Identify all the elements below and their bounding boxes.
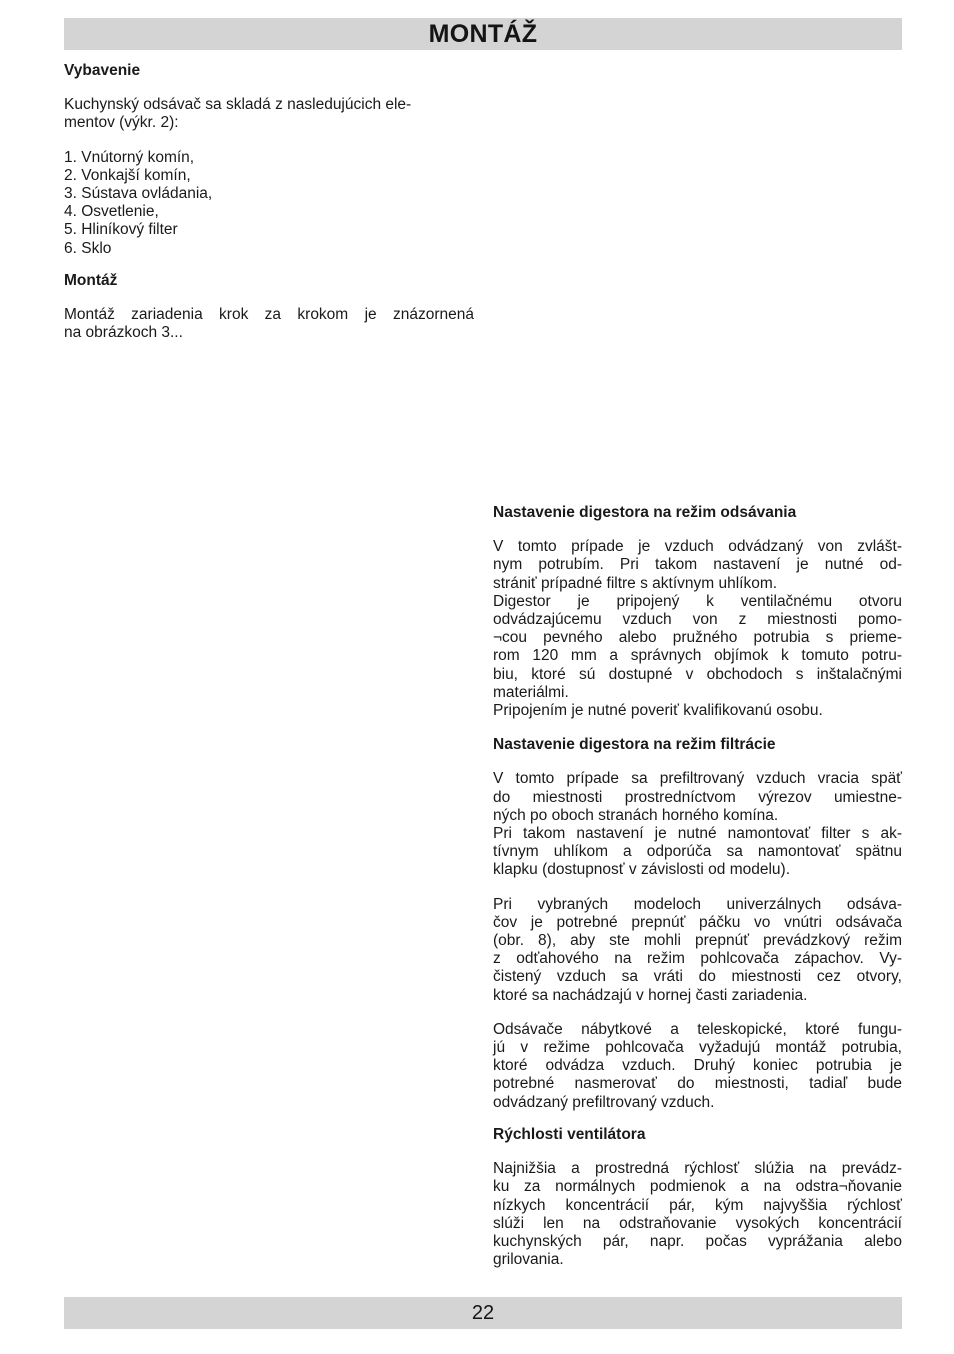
equipment-list-item: 2. Vonkajší komín,: [64, 166, 191, 184]
text-line: klapku (dostupnosť v závislosti od modelu).: [493, 861, 791, 879]
text-line: nym potrubím. Pri takom nastavení je nutné od-: [493, 556, 902, 574]
text-line: do miestnosti prostredníctvom výrezov umiestne-: [493, 788, 902, 806]
page-number: 22: [471, 1302, 495, 1324]
text-line: ktoré sa nachádzajú v hornej časti zariadenia.: [493, 986, 808, 1004]
equipment-heading: Vybavenie: [64, 62, 141, 79]
text-line: kuchynských pár, napr. počas vyprážania alebo: [493, 1232, 902, 1250]
assembly-text-line: Montáž zariadenia krok za krokom je znázornená: [64, 306, 474, 324]
page-footer-bar: [64, 1297, 902, 1329]
equipment-intro-line: Kuchynský odsávač sa skladá z nasledujúcich ele-: [64, 96, 412, 114]
text-line: (obr. 8), aby ste mohli prepnúť prevádzkový režim: [493, 932, 902, 950]
text-line: ¬cou pevného alebo pružného potrubia s prieme-: [493, 629, 902, 647]
equipment-intro: [64, 96, 474, 132]
filtration-mode-text: [493, 770, 902, 879]
text-line: V tomto prípade sa prefiltrovaný vzduch vracia späť: [493, 770, 902, 788]
page-header-bar: [64, 18, 902, 50]
text-line: biu, ktoré sú dostupné v obchodoch s inštalačnými: [493, 665, 902, 683]
extraction-mode-text: [493, 538, 902, 720]
equipment-list-item: 3. Sústava ovládania,: [64, 185, 213, 203]
text-line: ku za normálnych podmienok a na odstra¬ňovanie: [493, 1178, 902, 1196]
text-line: materiálmi.: [493, 683, 569, 701]
fan-speed-text: [493, 1160, 902, 1269]
text-line: Pri takom nastavení je nutné namontovať filter s ak-: [493, 825, 902, 843]
equipment-list-item: 4. Osvetlenie,: [64, 203, 159, 221]
text-line: Odsávače nábytkové a teleskopické, ktoré fungu-: [493, 1020, 902, 1038]
text-line: odvádzajúcemu vzduch von z miestnosti pomo-: [493, 611, 902, 629]
text-line: strániť prípadné filtre s aktívnym uhlíkom.: [493, 574, 778, 592]
text-line: Najnižšia a prostredná rýchlosť slúžia na prevádz-: [493, 1160, 902, 1178]
text-line: jú v režime pohlcovača vyžadujú montáž potrubia,: [493, 1039, 902, 1057]
text-line: čistený vzduch sa vráti do miestnosti cez otvory,: [493, 968, 902, 986]
extraction-mode-heading: Nastavenie digestora na režim odsávania: [493, 504, 797, 521]
text-line: tívnym uhlíkom a odporúča sa namontovať spätnu: [493, 843, 902, 861]
fan-speed-heading: Rýchlosti ventilátora: [493, 1125, 646, 1143]
filtration-mode-heading: Nastavenie digestora na režim filtrácie: [493, 736, 776, 754]
text-line: ných po oboch stranách horného komína.: [493, 806, 779, 824]
equipment-list: [64, 149, 474, 258]
page-title: MONTÁŽ: [428, 20, 538, 48]
text-line: Pripojením je nutné poveriť kvalifikovanú osobu.: [493, 702, 823, 720]
right-column: [493, 504, 902, 1269]
text-line: slúži len na odstraňovanie vysokých koncentrácií: [493, 1214, 902, 1232]
text-line: Digestor je pripojený k ventilačnému otvoru: [493, 592, 902, 610]
assembly-heading: Montáž: [64, 271, 118, 289]
equipment-intro-line: mentov (výkr. 2):: [64, 114, 179, 132]
text-line: V tomto prípade je vzduch odvádzaný von zvlášt-: [493, 538, 902, 556]
equipment-list-item: 5. Hliníkový filter: [64, 221, 178, 239]
text-line: odvádzaný prefiltrovaný vzduch.: [493, 1093, 715, 1111]
text-line: Pri vybraných modeloch univerzálnych odsáva-: [493, 895, 902, 913]
assembly-text: [64, 306, 474, 342]
text-line: ktoré odvádza vzduch. Druhý koniec potrubia je: [493, 1057, 902, 1075]
left-column: [64, 62, 474, 342]
equipment-list-item: 1. Vnútorný komín,: [64, 148, 195, 166]
assembly-text-line: na obrázkoch 3...: [64, 324, 183, 342]
text-line: z odťahového na režim pohlcovača zápachov. Vy-: [493, 950, 902, 968]
filtration-mode-text-3: [493, 1021, 902, 1112]
text-line: potrebné nasmerovať do miestnosti, tadiaľ bude: [493, 1075, 902, 1093]
filtration-mode-text-2: [493, 896, 902, 1005]
equipment-list-item: 6. Sklo: [64, 239, 112, 257]
text-line: nízkych koncentrácií pár, kým najvyššia rýchlosť: [493, 1196, 902, 1214]
text-line: rom 120 mm a správnych objímok k tomuto potru-: [493, 647, 902, 665]
text-line: čov je potrebné prepnúť páčku vo vnútri odsávača: [493, 913, 902, 931]
text-line: grilovania.: [493, 1251, 564, 1269]
